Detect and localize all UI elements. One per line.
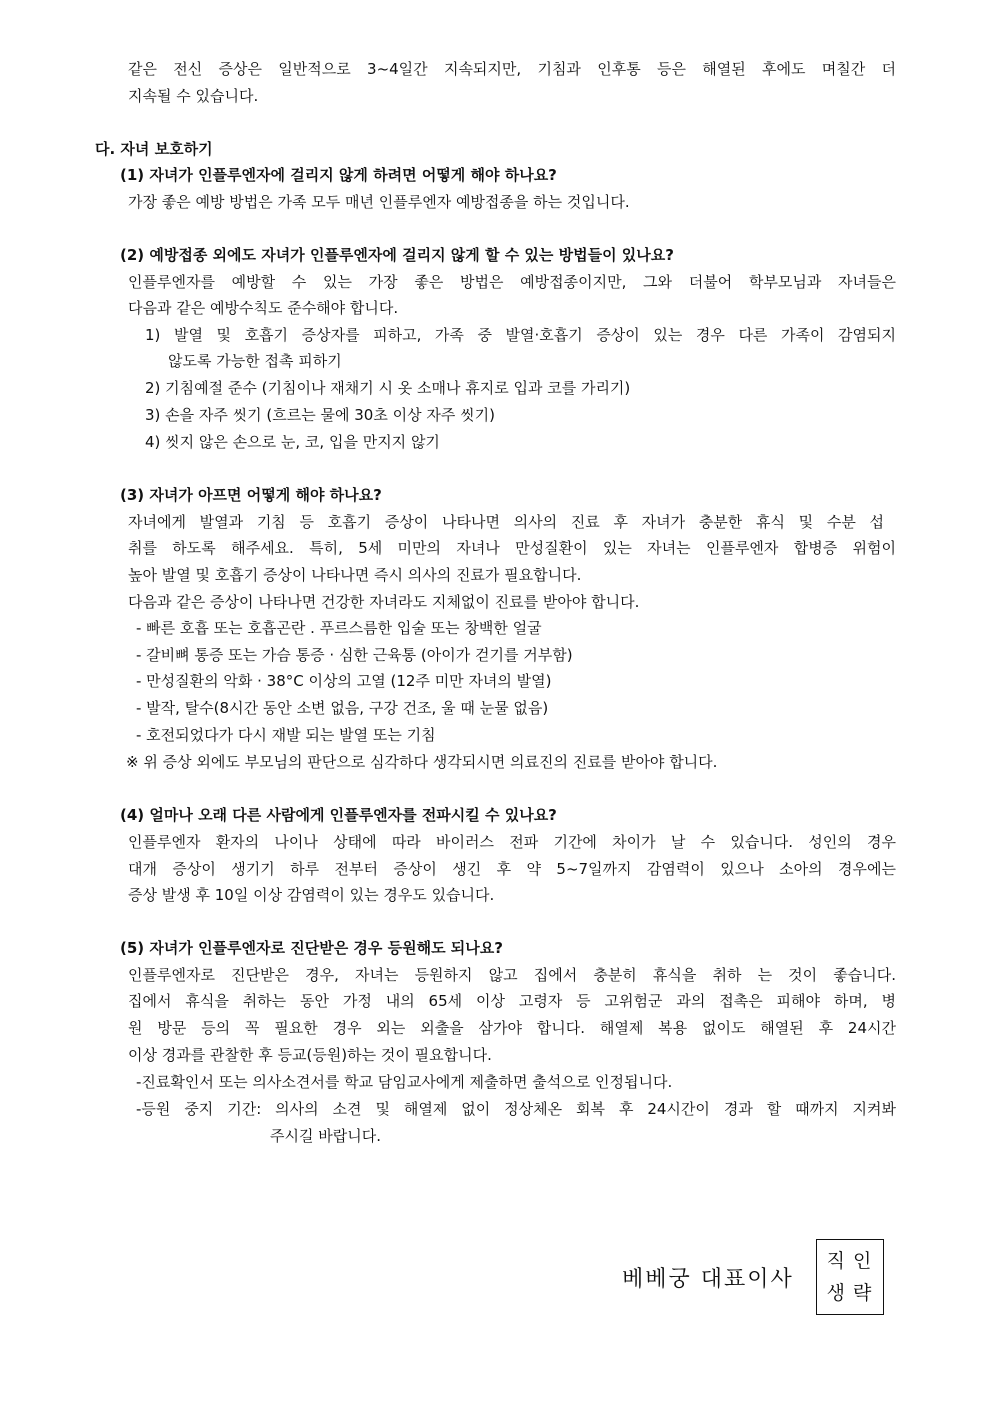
seal-line-1: 직인 — [826, 1250, 880, 1272]
q5-body-2: 집에서 휴식을 취하는 동안 가정 내의 65세 이상 고령자 등 고위험군 과의 접촉은 피해야 하며, 병 — [128, 992, 896, 1010]
q3-symptom-5: - 호전되었다가 다시 재발 되는 발열 또는 기침 — [136, 726, 436, 744]
q5-bullet-2: -등원 중지 기간: 의사의 소견 및 해열제 없이 정상체온 회복 후 24시간이 경과 할 때까지 지켜봐 — [136, 1100, 896, 1118]
q5-bullet-2-cont: 주시길 바랍니다. — [270, 1127, 381, 1145]
q1-body: 가장 좋은 예방 방법은 가족 모두 매년 인플루엔자 예방접종을 하는 것입니다. — [128, 193, 630, 211]
q4-body-3: 증상 발생 후 10일 이상 감염력이 있는 경우도 있습니다. — [128, 886, 495, 904]
q3-symptom-3: - 만성질환의 악화 · 38°C 이상의 고열 (12주 미만 자녀의 발열) — [136, 672, 552, 690]
q3-symptom-1: - 빠른 호흡 또는 호흡곤란 . 푸르스름한 입술 또는 창백한 얼굴 — [136, 619, 542, 637]
seal-line-2: 생략 — [826, 1282, 880, 1304]
signature-name: 베베궁 대표이사 — [622, 1267, 794, 1292]
q2-item-1-cont: 않도록 가능한 접촉 피하기 — [168, 352, 342, 370]
q3-note: ※ 위 증상 외에도 부모님의 판단으로 심각하다 생각되시면 의료진의 진료를 받아야 합니다. — [126, 753, 718, 771]
official-seal-stamp — [816, 1239, 884, 1315]
q2-item-4: 4) 씻지 않은 손으로 눈, 코, 입을 만지지 않기 — [145, 433, 440, 451]
q3-body-3: 높아 발열 및 호흡기 증상이 나타나면 즉시 의사의 진료가 필요합니다. — [128, 566, 582, 584]
q3-body-1: 자녀에게 발열과 기침 등 호흡기 증상이 나타나면 의사의 진료 후 자녀가 충분한 휴식 및 수분 섭 — [128, 513, 884, 531]
q3-body-4: 다음과 같은 증상이 나타나면 건강한 자녀라도 지체없이 진료를 받아야 합니다. — [128, 593, 640, 611]
intro-line-1: 같은 전신 증상은 일반적으로 3~4일간 지속되지만, 기침과 인후통 등은 해열된 후에도 며칠간 더 — [128, 60, 896, 78]
q2-title: (2) 예방접종 외에도 자녀가 인플루엔자에 걸리지 않게 할 수 있는 방법들이 있나요? — [120, 246, 674, 264]
q1-title: (1) 자녀가 인플루엔자에 걸리지 않게 하려면 어떻게 해야 하나요? — [120, 166, 557, 184]
q3-symptom-2: - 갈비뼈 통증 또는 가슴 통증 · 심한 근육통 (아이가 걷기를 거부함) — [136, 646, 573, 664]
q2-body-2: 다음과 같은 예방수칙도 준수해야 합니다. — [128, 299, 399, 317]
q4-title: (4) 얼마나 오래 다른 사람에게 인플루엔자를 전파시킬 수 있나요? — [120, 806, 557, 824]
q4-body-2: 대개 증상이 생기기 하루 전부터 증상이 생긴 후 약 5~7일까지 감염력이 있으나 소아의 경우에는 — [128, 860, 896, 878]
q3-symptom-4: - 발작, 탈수(8시간 동안 소변 없음, 구강 건조, 울 때 눈물 없음) — [136, 699, 549, 717]
q5-body-1: 인플루엔자로 진단받은 경우, 자녀는 등원하지 않고 집에서 충분히 휴식을 취하 는 것이 좋습니다. — [128, 966, 896, 984]
q5-bullet-1: -진료확인서 또는 의사소견서를 학교 담임교사에게 제출하면 출석으로 인정됩니다. — [136, 1073, 673, 1091]
q5-body-4: 이상 경과를 관찰한 후 등교(등원)하는 것이 필요합니다. — [128, 1046, 492, 1064]
q3-body-2: 취를 하도록 해주세요. 특히, 5세 미만의 자녀나 만성질환이 있는 자녀는 인플루엔자 합병증 위험이 — [128, 539, 896, 557]
q3-title: (3) 자녀가 아프면 어떻게 해야 하나요? — [120, 486, 382, 504]
intro-line-2: 지속될 수 있습니다. — [128, 87, 259, 105]
q2-body-1: 인플루엔자를 예방할 수 있는 가장 좋은 방법은 예방접종이지만, 그와 더불어 학부모님과 자녀들은 — [128, 273, 896, 291]
q2-item-1: 1) 발열 및 호흡기 증상자를 피하고, 가족 중 발열·호흡기 증상이 있는 경우 다른 가족이 감염되지 — [145, 326, 896, 344]
section-title: 다. 자녀 보호하기 — [95, 140, 213, 158]
q2-item-3: 3) 손을 자주 씻기 (흐르는 물에 30초 이상 자주 씻기) — [145, 406, 495, 424]
q2-item-2: 2) 기침예절 준수 (기침이나 재채기 시 옷 소매나 휴지로 입과 코를 가리기) — [145, 379, 631, 397]
q5-title: (5) 자녀가 인플루엔자로 진단받은 경우 등원해도 되나요? — [120, 939, 503, 957]
q5-body-3: 원 방문 등의 꼭 필요한 경우 외는 외출을 삼가야 합니다. 해열제 복용 없이도 해열된 후 24시간 — [128, 1019, 896, 1037]
q4-body-1: 인플루엔자 환자의 나이나 상태에 따라 바이러스 전파 기간에 차이가 날 수 있습니다. 성인의 경우 — [128, 833, 896, 851]
